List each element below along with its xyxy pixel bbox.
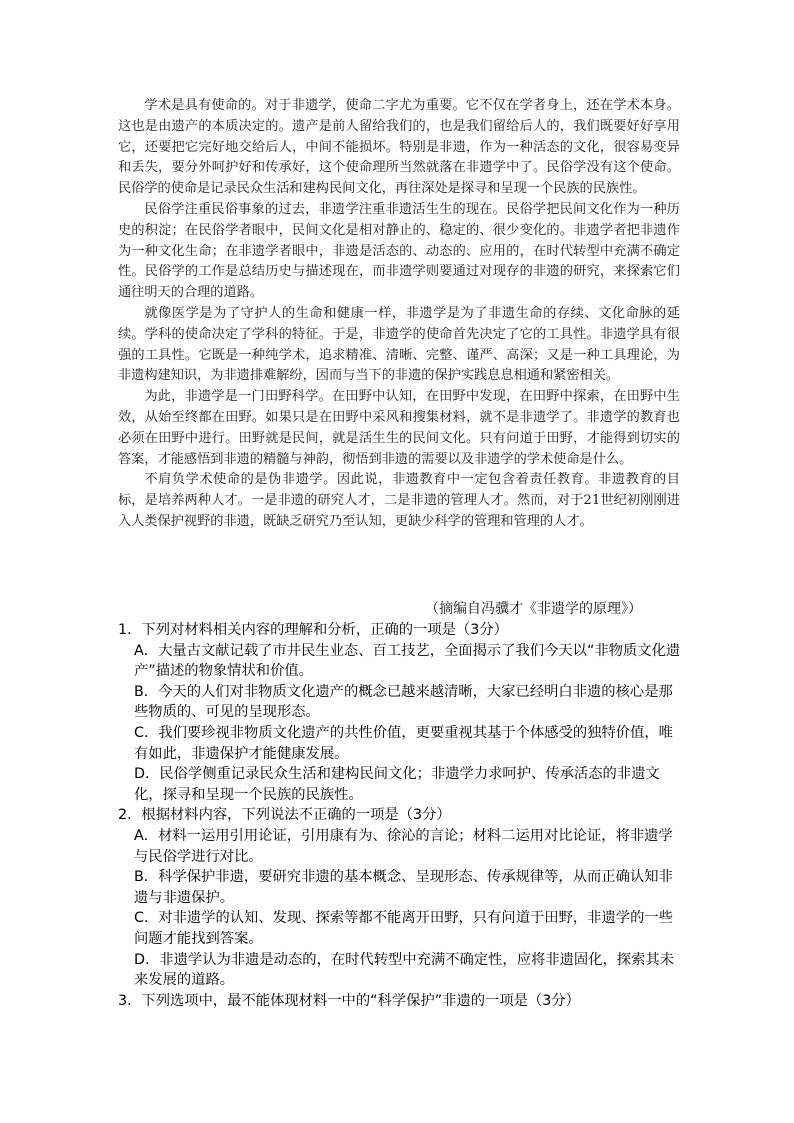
question-2-option-d: D．非遗学认为非遗是动态的，在时代转型中充满不确定性，应将非遗固化，探索其未来发展的道路。 <box>134 951 674 989</box>
question-stem-3: 3．下列选项中，最不能体现材料一中的“科学保护”非遗的一项是（3分） <box>118 992 580 1009</box>
question-1-option-c: C．我们要珍视非物质文化遗产的共性价值，更要重视其基于个体感受的独特价值，唯有如此，非遗保护才能健康发展。 <box>134 724 673 762</box>
question-stem-1: 1．下列对材料相关内容的理解和分析，正确的一项是（3分） <box>118 622 508 638</box>
question-2-option-c: C．对非遗学的认知、发现、探索等都不能离开田野，只有问道于田野，非遗学的一些问题才能找到答案。 <box>134 910 673 947</box>
passage-paragraph: 民俗学注重民俗事象的过去，非遗学注重非遗活生生的现在。民俗学把民间文化作为一种历史的积淀；在民俗学者眼中，民间文化是相对静止的、稳定的、很少变化的。非遗学者把非遗作为一种文化生命；在非遗学者眼中，非遗是活态的、动态的、应用的，在时代转型中充满不确定性。民俗学的工作是总结历史与描述现在，而非遗学则要通过对现存的非遗的研究，来探索它们通往明天的合理的道路。 <box>118 201 680 301</box>
reading-passage <box>118 96 680 533</box>
question-list <box>118 620 683 1011</box>
question-2-option-b: B．科学保护非遗，要研究非遗的基本概念、呈现形态、传承规律等，从而正确认知非遗与非遗保护。 <box>134 869 673 906</box>
passage-source: （摘编自冯骥才《非遗学的原理》） <box>425 601 642 617</box>
passage-paragraph: 为此，非遗学是一门田野科学。在田野中认知，在田野中发现，在田野中探索，在田野中生效，从始至终都在田野。如果只是在田野中采风和搜集材料，就不是非遗学了。非遗学的教育也必须在田野中进行。田野就是民间，就是活生生的民间文化。只有问道于田野，才能得到切实的答案，才能感悟到非遗的精髓与神韵，彻悟到非遗的需要以及非遗学的学术使命是什么。 <box>118 389 680 467</box>
passage-paragraph: 就像医学是为了守护人的生命和健康一样，非遗学是为了非遗生命的存续、文化命脉的延续。学科的使命决定了学科的特征。于是，非遗学的使命首先决定了它的工具性。非遗学具有很强的工具性。它既是一种纯学术，追求精准、清晰、完整、谨严、高深；又是一种工具理论，为非遗构建知识，为非遗排难解纷，因而与当下的非遗的保护实践息息相通和紧密相关。 <box>118 305 680 384</box>
question-1-option-a: A．大量古文献记载了市井民生业态、百工技艺，全面揭示了我们今天以“非物质文化遗产”描述的物象情状和价值。 <box>134 642 681 680</box>
question-1-option-b: B．今天的人们对非物质文化遗产的概念已越来越清晰，大家已经明白非遗的核心是那些物质的、可见的呈现形态。 <box>134 683 673 721</box>
question-stem-2: 2．根据材料内容，下列说法不正确的一项是（3分） <box>118 807 451 824</box>
passage-paragraph: 不肩负学术使命的是伪非遗学。因此说，非遗教育中一定包含着责任教育。非遗教育的目标，是培养两种人才。一是非遗的研究人才，二是非遗的管理人才。然而，对于21世纪初刚刚进入人类保护视野的非遗，既缺乏研究乃至认知，更缺少科学的管理和管理的人才。 <box>118 472 680 529</box>
passage-paragraph: 学术是具有使命的。对于非遗学，使命二字尤为重要。它不仅在学者身上，还在学术本身。这也是由遗产的本质决定的。遗产是前人留给我们的，也是我们留给后人的，我们既要好好享用它，还要把它完好地交给后人，中间不能损坏。特别是非遗，作为一种活态的文化，很容易变异和丢失，要分外呵护好和传承好，这个使命理所当然就落在非遗学中了。民俗学没有这个使命。民俗学的使命是记录民众生活和建构民间文化，再往深处是探寻和呈现一个民族的民族性。 <box>118 98 680 197</box>
question-2-option-a: A．材料一运用引用论证，引用康有为、徐沁的言论；材料二运用对比论证，将非遗学与民俗学进行对比。 <box>134 827 673 865</box>
question-1-option-d: D．民俗学侧重记录民众生活和建构民间文化；非遗学力求呵护、传承活态的非遗文化，探寻和呈现一个民族的民族性。 <box>134 766 660 803</box>
